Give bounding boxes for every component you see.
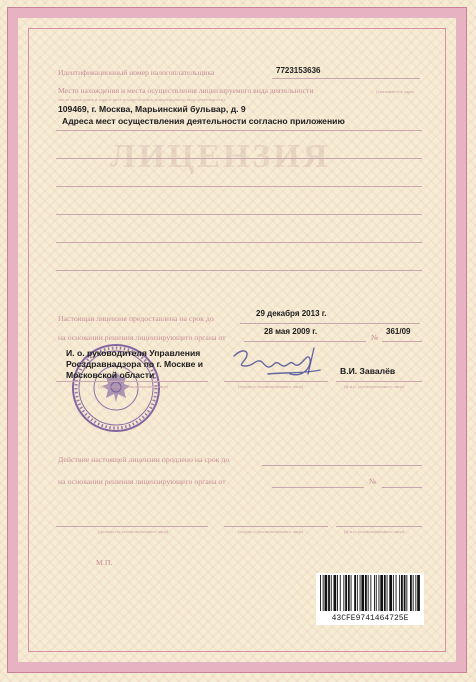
tin-value: 7723153636 bbox=[276, 66, 321, 75]
caption-signature: (подпись уполномоченного лица) bbox=[238, 384, 304, 389]
extension-caption-signature: (подпись уполномоченного лица) bbox=[238, 529, 304, 534]
location-hint: (указываются адрес bbox=[376, 89, 415, 94]
extension-number-underline bbox=[382, 487, 422, 488]
blank-line-1 bbox=[56, 158, 422, 159]
barcode-icon bbox=[320, 575, 420, 611]
watermark-title: ЛИЦЕНЗИЯ bbox=[110, 138, 331, 175]
location-hint-continued: места нахождения и адреса мест осуществления лицензируемого вида деятельности) bbox=[58, 97, 225, 102]
extension-label: Действие настоящей лицензии продлено на срок до bbox=[58, 455, 230, 464]
blank-line-4 bbox=[56, 242, 422, 243]
signer-title-line-2: Росздравнадзора по г. Москве и bbox=[66, 359, 204, 369]
number-underline bbox=[382, 341, 422, 342]
extension-name-underline bbox=[336, 526, 422, 527]
blank-line-2 bbox=[56, 186, 422, 187]
tin-label: Идентификационный номер налогоплательщика bbox=[58, 68, 215, 77]
extension-basis-underline bbox=[272, 487, 364, 488]
handwritten-signature-icon bbox=[228, 344, 338, 384]
address-note: Адреса мест осуществления деятельности согласно приложению bbox=[62, 116, 345, 126]
validity-underline bbox=[240, 323, 420, 324]
extension-position-underline bbox=[56, 526, 208, 527]
extension-signature-underline bbox=[224, 526, 328, 527]
extension-caption-position: (должность уполномоченного лица) bbox=[98, 529, 169, 534]
signer-title-line-1: И. о. руководителя Управления bbox=[66, 348, 201, 358]
extension-basis-label: на основании решения лицензирующего органа от bbox=[58, 477, 226, 486]
extension-caption-name: (ф.и.о. уполномоченного лица) bbox=[344, 529, 405, 534]
caption-name: (ф.и.о. уполномоченного лица) bbox=[344, 384, 405, 389]
blank-line-5 bbox=[56, 270, 422, 271]
address-underline bbox=[56, 130, 422, 131]
validity-label: Настоящая лицензия предоставлена на срок до bbox=[58, 314, 214, 323]
validity-value: 29 декабря 2013 г. bbox=[256, 309, 327, 318]
signature-underline bbox=[224, 381, 328, 382]
signer-name: В.И. Завалёв bbox=[340, 366, 396, 376]
number-sign: № bbox=[371, 333, 379, 342]
position-underline bbox=[56, 381, 208, 382]
signer-title-line-3: Московской области bbox=[66, 370, 155, 380]
location-label: Место нахождения и места осуществления лицензируемого вида деятельности bbox=[58, 86, 314, 95]
name-underline bbox=[336, 381, 422, 382]
blank-line-3 bbox=[56, 214, 422, 215]
extension-underline bbox=[262, 465, 422, 466]
barcode-block bbox=[316, 573, 424, 625]
caption-position: (должность уполномоченного лица) bbox=[98, 384, 169, 389]
tin-underline bbox=[272, 78, 420, 79]
stamp-place-label: М.П. bbox=[96, 558, 113, 567]
extension-number-sign: № bbox=[369, 477, 377, 486]
barcode-number: 43CFE9741464725E bbox=[331, 614, 409, 623]
basis-date-underline bbox=[244, 341, 366, 342]
address-line: 109469, г. Москва, Марьинский бульвар, д. 9 bbox=[58, 104, 246, 114]
license-number: 361/09 bbox=[386, 327, 411, 336]
basis-label: на основании решения лицензирующего органа от bbox=[58, 333, 226, 342]
basis-date: 28 мая 2009 г. bbox=[264, 327, 318, 336]
